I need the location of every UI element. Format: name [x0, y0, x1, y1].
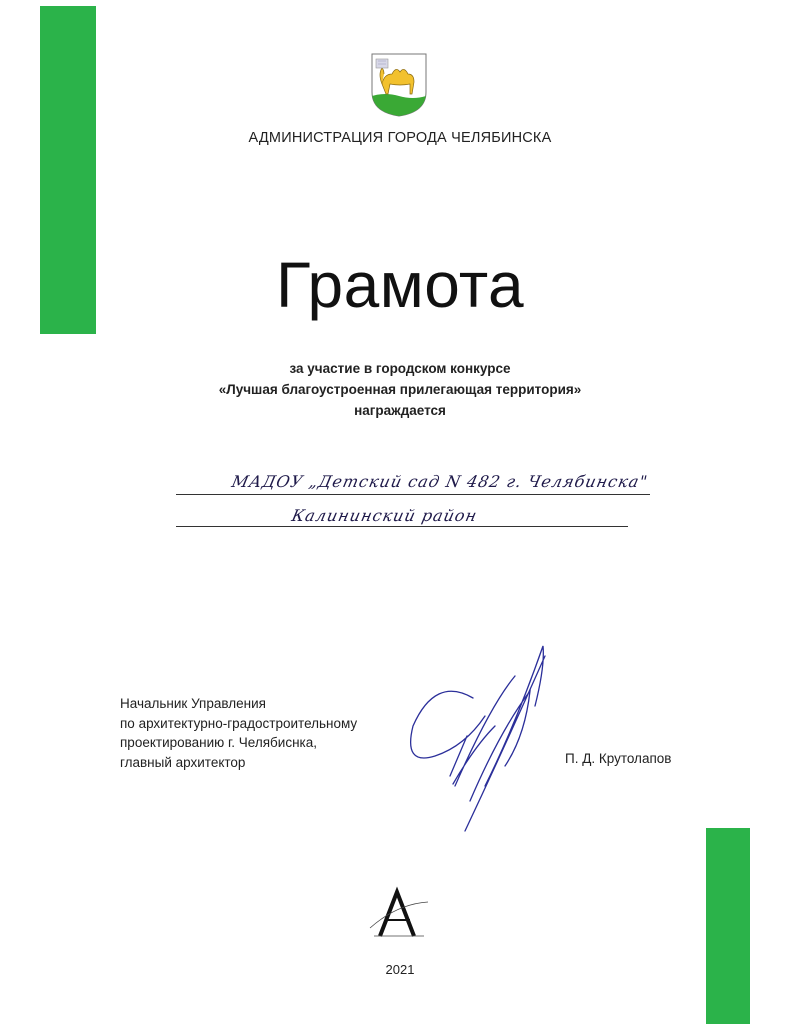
- signatory-position-line-2: по архитектурно-градостроительному: [120, 715, 358, 731]
- green-accent-bar-bottom: [706, 828, 750, 1024]
- award-description-line-3: награждается: [354, 403, 446, 418]
- award-description-line-1: за участие в городском конкурсе: [289, 361, 511, 376]
- awardee-district: Калининский район: [289, 506, 480, 525]
- signatory-position-line-4: главный архитектор: [120, 754, 246, 770]
- organization-name: АДМИНИСТРАЦИЯ ГОРОДА ЧЕЛЯБИНСКА: [248, 130, 552, 146]
- signatory-name: П. Д. Крутолапов: [565, 751, 672, 766]
- awardee-name-underline: [176, 494, 650, 495]
- signatory-position-line-3: проектированию г. Челябиснка,: [120, 735, 317, 750]
- signatory-position-line-1: Начальник Управления: [120, 696, 266, 711]
- document-year: 2021: [385, 962, 415, 977]
- awardee-district-underline: [176, 526, 628, 527]
- award-description-line-2: «Лучшая благоустроенная прилегающая территория»: [218, 382, 582, 397]
- chelyabinsk-coat-of-arms-icon: [370, 52, 428, 118]
- signatory-position: [120, 694, 357, 772]
- architecture-logo-icon: [364, 884, 430, 944]
- awardee-name: МАДОУ „Детский сад N 482 г. Челябинска": [229, 472, 650, 491]
- document-title: Грамота: [275, 249, 525, 321]
- handwritten-signature: [395, 636, 570, 836]
- award-description: [0, 358, 791, 421]
